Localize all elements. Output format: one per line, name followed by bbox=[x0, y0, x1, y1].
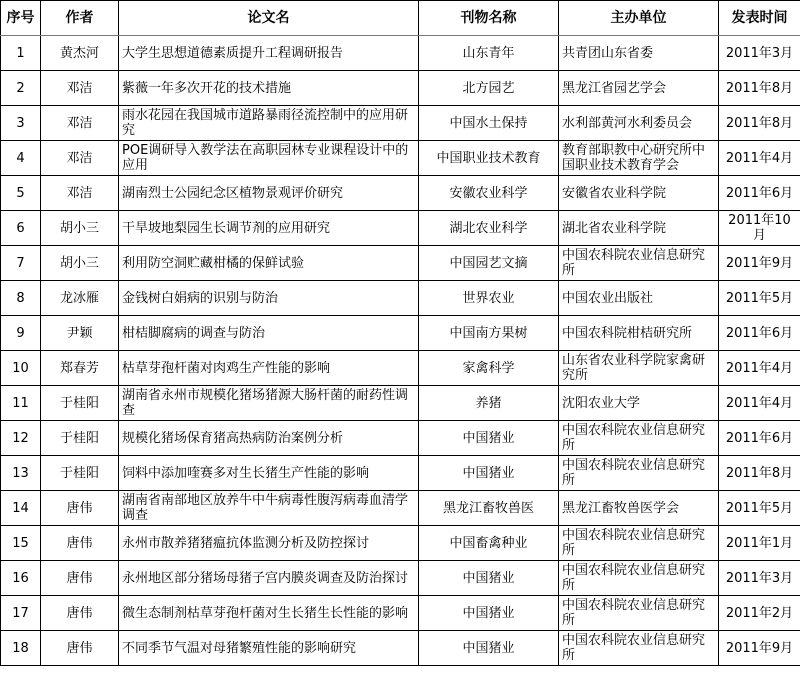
header-row bbox=[1, 1, 800, 36]
cell-journal: 山东青年 bbox=[419, 36, 559, 71]
cell-author: 于桂阳 bbox=[41, 386, 119, 421]
cell-date: 2011年5月 bbox=[719, 491, 800, 526]
header-journal: 刊物名称 bbox=[419, 1, 559, 36]
cell-org: 沈阳农业大学 bbox=[559, 386, 719, 421]
cell-org: 安徽省农业科学院 bbox=[559, 176, 719, 211]
cell-journal: 安徽农业科学 bbox=[419, 176, 559, 211]
cell-author: 邓洁 bbox=[41, 141, 119, 176]
cell-title: 规模化猪场保育猪高热病防治案例分析 bbox=[119, 421, 419, 456]
cell-date: 2011年9月 bbox=[719, 246, 800, 281]
cell-num: 12 bbox=[1, 421, 41, 456]
cell-num: 16 bbox=[1, 561, 41, 596]
cell-author: 尹颖 bbox=[41, 316, 119, 351]
cell-journal: 中国猪业 bbox=[419, 631, 559, 666]
cell-author: 唐伟 bbox=[41, 631, 119, 666]
cell-title: 永州市散养猪猪瘟抗体监测分析及防控探讨 bbox=[119, 526, 419, 561]
table-row bbox=[1, 491, 800, 526]
cell-journal: 中国猪业 bbox=[419, 561, 559, 596]
cell-org: 中国农科院农业信息研究所 bbox=[559, 246, 719, 281]
table-row bbox=[1, 211, 800, 246]
cell-org: 中国农科院农业信息研究所 bbox=[559, 526, 719, 561]
table-header bbox=[1, 1, 800, 36]
header-author: 作者 bbox=[41, 1, 119, 36]
cell-journal: 家禽科学 bbox=[419, 351, 559, 386]
cell-title: 不同季节气温对母猪繁殖性能的影响研究 bbox=[119, 631, 419, 666]
table-body bbox=[1, 36, 800, 666]
cell-author: 唐伟 bbox=[41, 561, 119, 596]
cell-author: 龙冰雁 bbox=[41, 281, 119, 316]
cell-num: 10 bbox=[1, 351, 41, 386]
header-title: 论文名 bbox=[119, 1, 419, 36]
cell-date: 2011年8月 bbox=[719, 456, 800, 491]
cell-journal: 湖北农业科学 bbox=[419, 211, 559, 246]
cell-date: 2011年5月 bbox=[719, 281, 800, 316]
cell-author: 黄杰河 bbox=[41, 36, 119, 71]
table-row bbox=[1, 631, 800, 666]
cell-journal: 世界农业 bbox=[419, 281, 559, 316]
cell-journal: 养猪 bbox=[419, 386, 559, 421]
cell-author: 于桂阳 bbox=[41, 456, 119, 491]
cell-date: 2011年9月 bbox=[719, 631, 800, 666]
cell-org: 中国农科院农业信息研究所 bbox=[559, 596, 719, 631]
cell-journal: 北方园艺 bbox=[419, 71, 559, 106]
cell-num: 8 bbox=[1, 281, 41, 316]
cell-title: 金钱树白娟病的识别与防治 bbox=[119, 281, 419, 316]
cell-author: 郑春芳 bbox=[41, 351, 119, 386]
cell-date: 2011年2月 bbox=[719, 596, 800, 631]
cell-org: 山东省农业科学院家禽研究所 bbox=[559, 351, 719, 386]
table-row bbox=[1, 141, 800, 176]
table-row bbox=[1, 316, 800, 351]
cell-org: 黑龙江省园艺学会 bbox=[559, 71, 719, 106]
cell-title: 微生态制剂枯草芽孢杆菌对生长猪生长性能的影响 bbox=[119, 596, 419, 631]
cell-title: 枯草芽孢杆菌对肉鸡生产性能的影响 bbox=[119, 351, 419, 386]
table-row bbox=[1, 71, 800, 106]
table-row bbox=[1, 176, 800, 211]
table-row bbox=[1, 386, 800, 421]
cell-title: POE调研导入教学法在高职园林专业课程设计中的应用 bbox=[119, 141, 419, 176]
cell-title: 大学生思想道德素质提升工程调研报告 bbox=[119, 36, 419, 71]
table-row bbox=[1, 351, 800, 386]
cell-num: 9 bbox=[1, 316, 41, 351]
cell-date: 2011年4月 bbox=[719, 141, 800, 176]
header-num: 序号 bbox=[1, 1, 41, 36]
cell-author: 唐伟 bbox=[41, 491, 119, 526]
cell-date: 2011年6月 bbox=[719, 421, 800, 456]
table-row bbox=[1, 421, 800, 456]
cell-num: 5 bbox=[1, 176, 41, 211]
table-row bbox=[1, 246, 800, 281]
cell-org: 黑龙江畜牧兽医学会 bbox=[559, 491, 719, 526]
cell-num: 3 bbox=[1, 106, 41, 141]
cell-num: 11 bbox=[1, 386, 41, 421]
cell-num: 6 bbox=[1, 211, 41, 246]
table-row bbox=[1, 596, 800, 631]
cell-num: 17 bbox=[1, 596, 41, 631]
cell-org: 中国农业出版社 bbox=[559, 281, 719, 316]
cell-org: 水利部黄河水利委员会 bbox=[559, 106, 719, 141]
cell-title: 湖南烈士公园纪念区植物景观评价研究 bbox=[119, 176, 419, 211]
cell-title: 湖南省南部地区放养牛中牛病毒性腹泻病毒血清学调查 bbox=[119, 491, 419, 526]
cell-author: 唐伟 bbox=[41, 596, 119, 631]
cell-org: 共青团山东省委 bbox=[559, 36, 719, 71]
cell-date: 2011年3月 bbox=[719, 36, 800, 71]
cell-org: 教育部职教中心研究所中国职业技术教育学会 bbox=[559, 141, 719, 176]
cell-title: 雨水花园在我国城市道路暴雨径流控制中的应用研究 bbox=[119, 106, 419, 141]
cell-journal: 中国职业技术教育 bbox=[419, 141, 559, 176]
cell-author: 于桂阳 bbox=[41, 421, 119, 456]
cell-title: 永州地区部分猪场母猪子宫内膜炎调查及防治探讨 bbox=[119, 561, 419, 596]
cell-author: 胡小三 bbox=[41, 246, 119, 281]
cell-journal: 黑龙江畜牧兽医 bbox=[419, 491, 559, 526]
cell-org: 湖北省农业科学院 bbox=[559, 211, 719, 246]
cell-date: 2011年8月 bbox=[719, 71, 800, 106]
cell-date: 2011年6月 bbox=[719, 316, 800, 351]
cell-author: 胡小三 bbox=[41, 211, 119, 246]
cell-date: 2011年4月 bbox=[719, 386, 800, 421]
table-row bbox=[1, 526, 800, 561]
cell-date: 2011年3月 bbox=[719, 561, 800, 596]
cell-num: 4 bbox=[1, 141, 41, 176]
cell-title: 柑桔脚腐病的调查与防治 bbox=[119, 316, 419, 351]
cell-num: 14 bbox=[1, 491, 41, 526]
cell-journal: 中国水土保持 bbox=[419, 106, 559, 141]
cell-date: 2011年4月 bbox=[719, 351, 800, 386]
cell-journal: 中国猪业 bbox=[419, 421, 559, 456]
cell-author: 邓洁 bbox=[41, 106, 119, 141]
cell-date: 2011年10月 bbox=[719, 211, 800, 246]
header-date: 发表时间 bbox=[719, 1, 800, 36]
cell-org: 中国农科院柑桔研究所 bbox=[559, 316, 719, 351]
cell-num: 13 bbox=[1, 456, 41, 491]
cell-org: 中国农科院农业信息研究所 bbox=[559, 631, 719, 666]
cell-journal: 中国园艺文摘 bbox=[419, 246, 559, 281]
cell-date: 2011年6月 bbox=[719, 176, 800, 211]
cell-journal: 中国猪业 bbox=[419, 596, 559, 631]
cell-num: 1 bbox=[1, 36, 41, 71]
cell-author: 邓洁 bbox=[41, 176, 119, 211]
cell-org: 中国农科院农业信息研究所 bbox=[559, 456, 719, 491]
cell-num: 18 bbox=[1, 631, 41, 666]
cell-title: 湖南省永州市规模化猪场猪源大肠杆菌的耐药性调查 bbox=[119, 386, 419, 421]
cell-title: 饲料中添加喹赛多对生长猪生产性能的影响 bbox=[119, 456, 419, 491]
cell-title: 利用防空洞贮藏柑橘的保鲜试验 bbox=[119, 246, 419, 281]
cell-title: 紫薇一年多次开花的技术措施 bbox=[119, 71, 419, 106]
cell-title: 干旱坡地梨园生长调节剂的应用研究 bbox=[119, 211, 419, 246]
cell-journal: 中国畜禽种业 bbox=[419, 526, 559, 561]
cell-author: 唐伟 bbox=[41, 526, 119, 561]
cell-journal: 中国南方果树 bbox=[419, 316, 559, 351]
cell-date: 2011年8月 bbox=[719, 106, 800, 141]
cell-author: 邓洁 bbox=[41, 71, 119, 106]
table-row bbox=[1, 456, 800, 491]
cell-num: 7 bbox=[1, 246, 41, 281]
cell-journal: 中国猪业 bbox=[419, 456, 559, 491]
table-row bbox=[1, 281, 800, 316]
header-org: 主办单位 bbox=[559, 1, 719, 36]
cell-org: 中国农科院农业信息研究所 bbox=[559, 561, 719, 596]
cell-num: 15 bbox=[1, 526, 41, 561]
cell-date: 2011年1月 bbox=[719, 526, 800, 561]
table-row bbox=[1, 561, 800, 596]
table-row bbox=[1, 36, 800, 71]
cell-num: 2 bbox=[1, 71, 41, 106]
table-row bbox=[1, 106, 800, 141]
cell-org: 中国农科院农业信息研究所 bbox=[559, 421, 719, 456]
